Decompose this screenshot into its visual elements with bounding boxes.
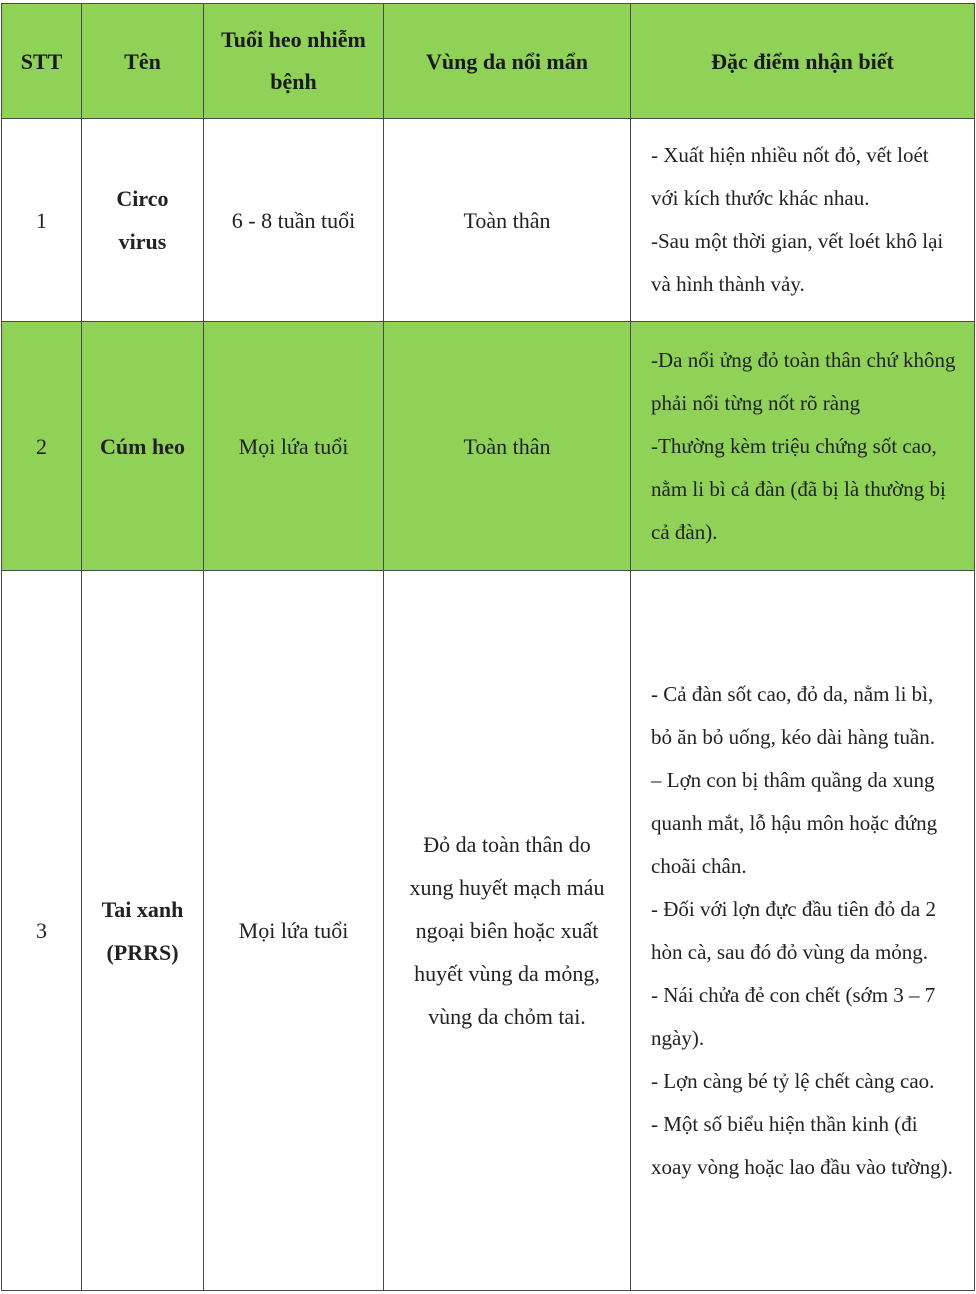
header-region: Vùng da nổi mẩn xyxy=(384,4,631,119)
cell-age: 6 - 8 tuần tuổi xyxy=(204,119,384,322)
cell-region: Đỏ da toàn thân do xung huyết mạch máu ngoại biên hoặc xuất huyết vùng da mỏng, vùng da chỏm tai. xyxy=(384,571,631,1291)
cell-region: Toàn thân xyxy=(384,322,631,571)
header-features: Đặc điểm nhận biết xyxy=(631,4,975,119)
cell-features xyxy=(631,322,975,571)
cell-features xyxy=(631,119,975,322)
feature-line: - Xuất hiện nhiều nốt đỏ, vết loét với kích thước khác nhau. xyxy=(651,143,929,210)
feature-line: -Da nổi ửng đỏ toàn thân chứ không phải nổi từng nốt rõ ràng xyxy=(651,347,956,415)
cell-name: Circo virus xyxy=(82,119,204,322)
header-stt: STT xyxy=(2,4,82,119)
cell-age: Mọi lứa tuổi xyxy=(204,571,384,1291)
cell-name: Tai xanh (PRRS) xyxy=(82,571,204,1291)
feature-line: - Đối với lợn đực đầu tiên đỏ da 2 hòn cà, sau đó đỏ vùng da mỏng. xyxy=(651,896,936,964)
disease-comparison-table xyxy=(1,3,975,1291)
cell-age: Mọi lứa tuổi xyxy=(204,322,384,571)
table-row xyxy=(2,119,975,322)
feature-line: -Thường kèm triệu chứng sốt cao, nằm li bì cả đàn (đã bị là thường bị cả đàn). xyxy=(651,433,946,544)
feature-line: - Lợn càng bé tỷ lệ chết càng cao. xyxy=(651,1068,935,1093)
table-header-row xyxy=(2,4,975,119)
cell-stt: 2 xyxy=(2,322,82,571)
cell-features xyxy=(631,571,975,1291)
feature-line: – Lợn con bị thâm quầng da xung quanh mắt, lỗ hậu môn hoặc đứng choãi chân. xyxy=(651,767,938,878)
feature-line: -Sau một thời gian, vết loét khô lại và hình thành vảy. xyxy=(651,229,944,296)
header-age: Tuổi heo nhiễm bệnh xyxy=(204,4,384,119)
cell-name: Cúm heo xyxy=(82,322,204,571)
cell-region: Toàn thân xyxy=(384,119,631,322)
header-name: Tên xyxy=(82,4,204,119)
cell-stt: 3 xyxy=(2,571,82,1291)
table-row xyxy=(2,322,975,571)
feature-line: - Nái chửa đẻ con chết (sớm 3 – 7 ngày). xyxy=(651,982,936,1050)
feature-line: - Cả đàn sốt cao, đỏ da, nằm li bì, bỏ ăn bỏ uống, kéo dài hàng tuần. xyxy=(651,681,936,749)
cell-stt: 1 xyxy=(2,119,82,322)
feature-line: - Một số biểu hiện thần kinh (đi xoay vòng hoặc lao đầu vào tường). xyxy=(651,1111,953,1179)
table-row xyxy=(2,571,975,1291)
